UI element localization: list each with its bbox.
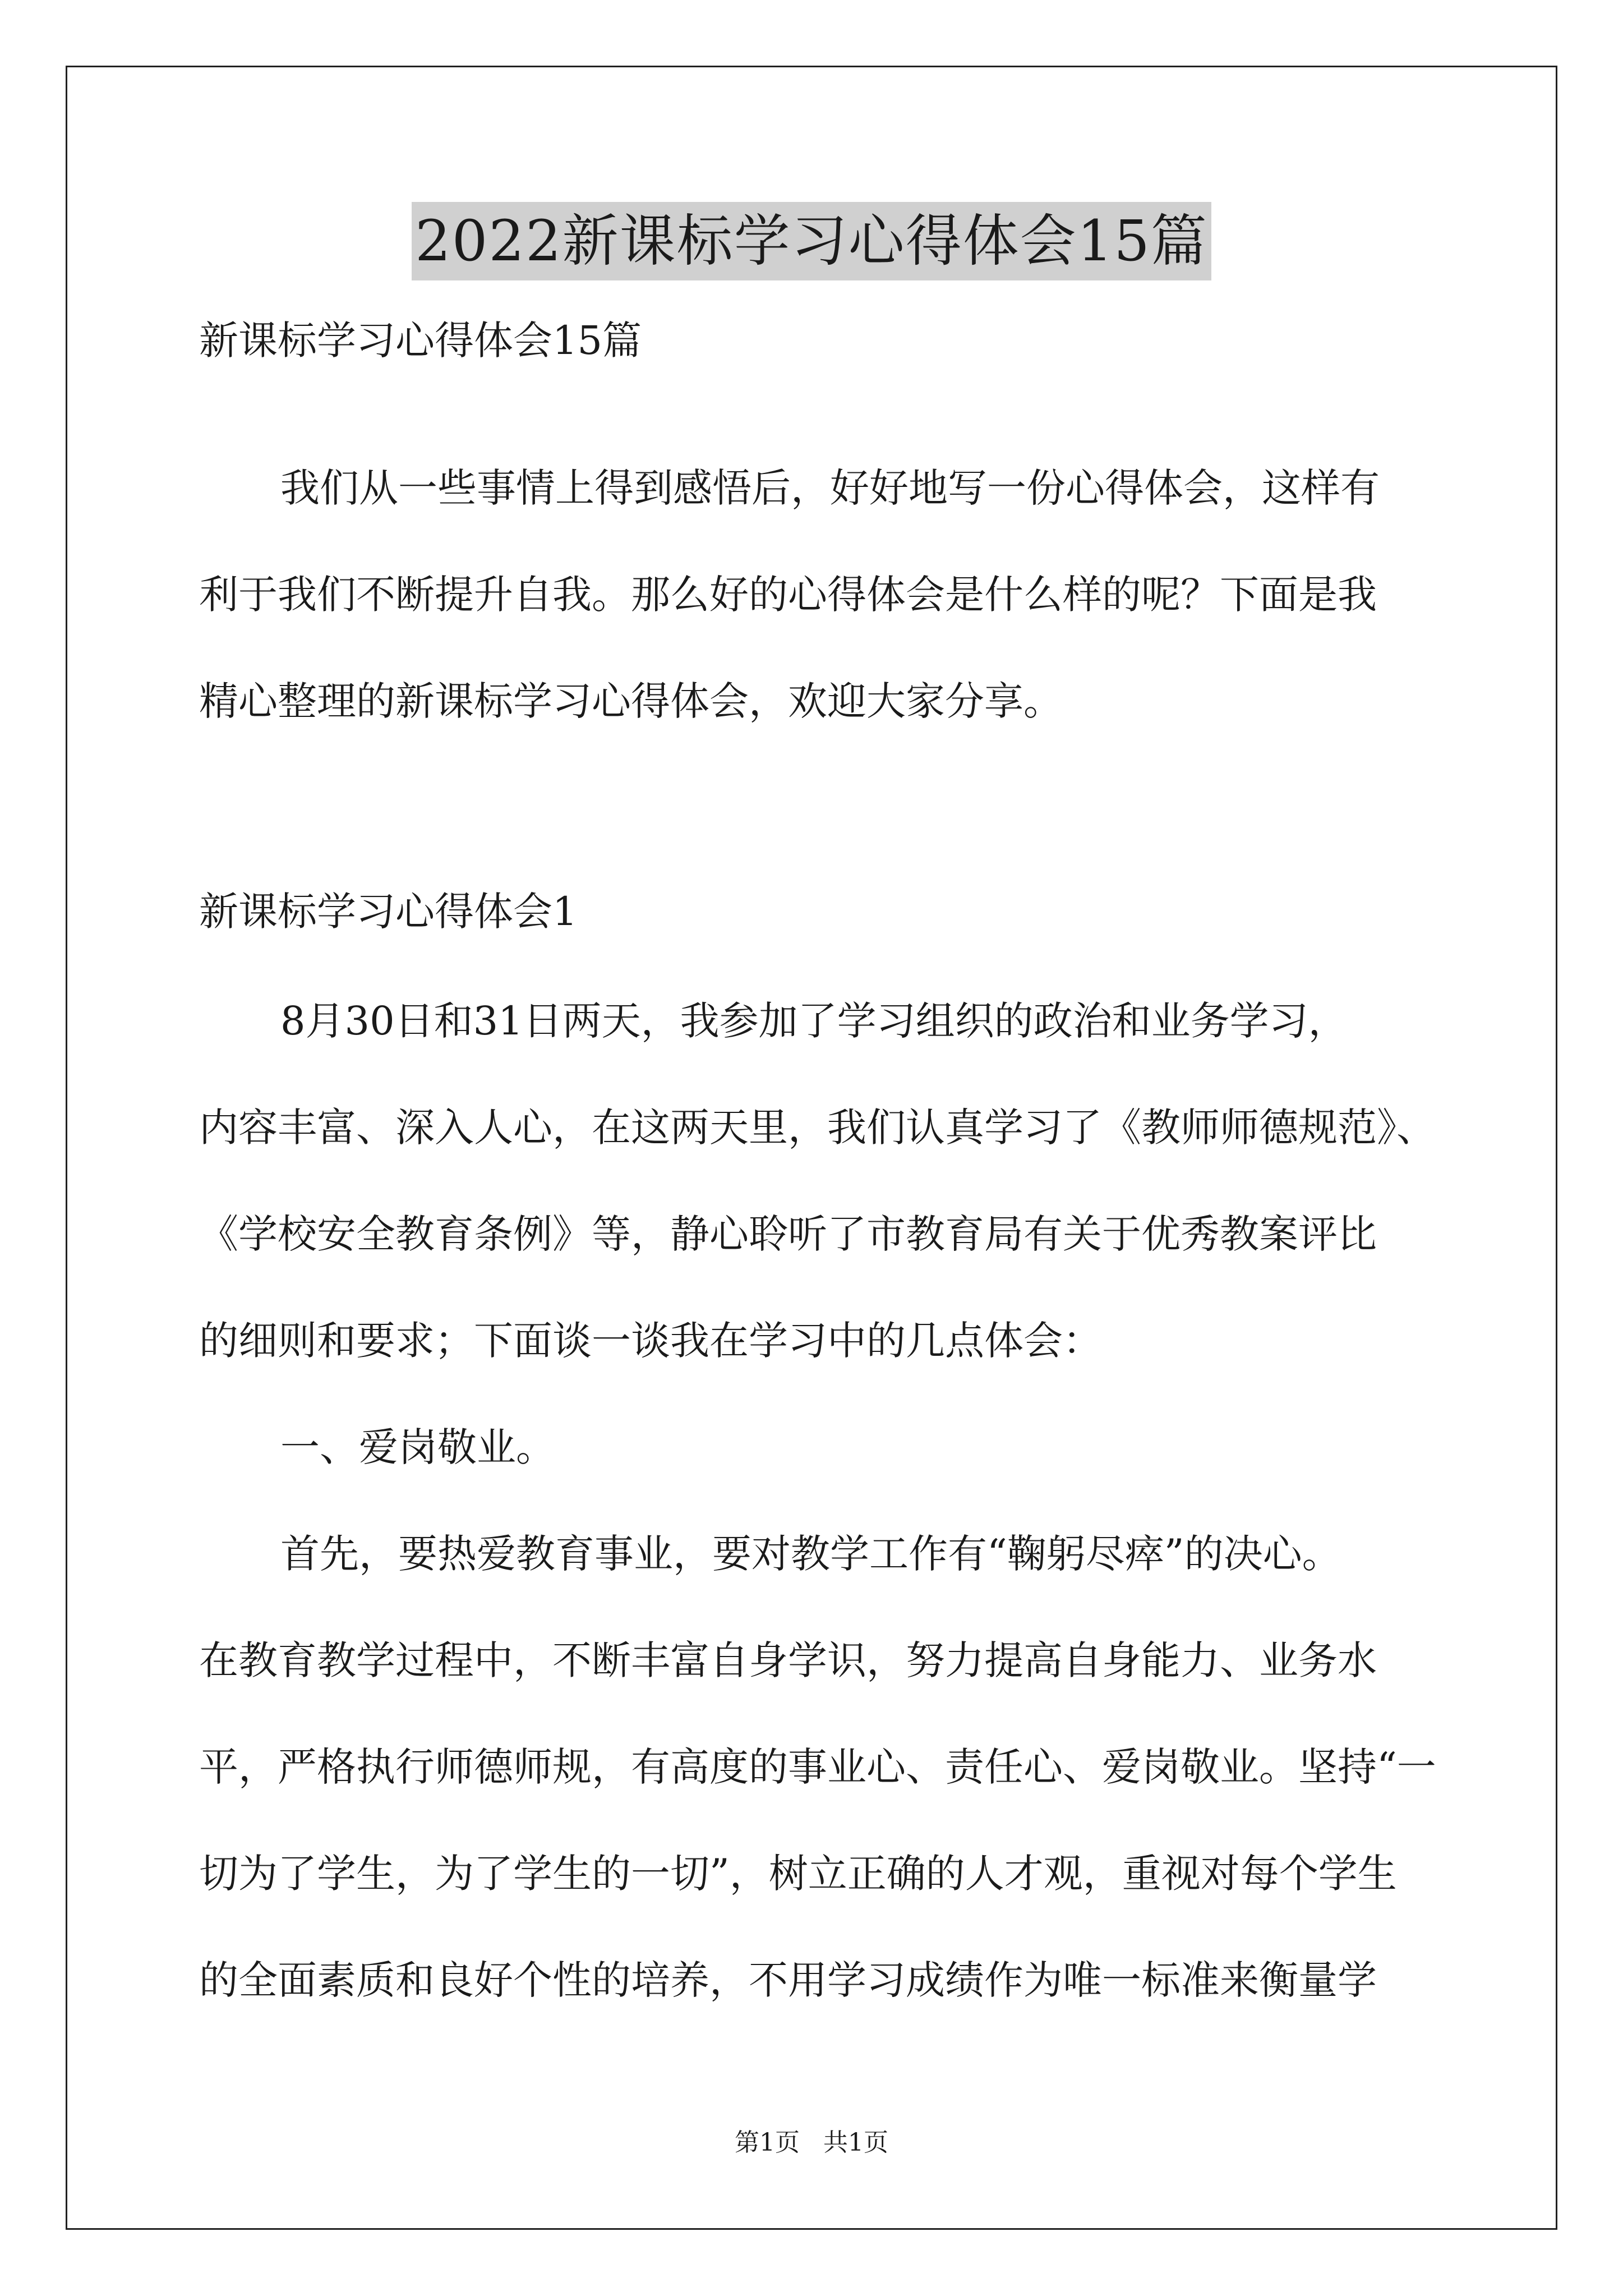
section-line-1: 8月30日和31日两天，我参加了学习组织的政治和业务学习， bbox=[280, 998, 1348, 1044]
document-subtitle: 新课标学习心得体会15篇 bbox=[199, 318, 642, 364]
section-line-9: 切为了学生，为了学生的一切”，树立正确的人才观，重视对每个学生 bbox=[199, 1851, 1397, 1897]
title-container bbox=[0, 202, 1623, 280]
section-line-7: 在教育教学过程中，不断丰富自身学识，努力提高自身能力、业务水 bbox=[199, 1637, 1377, 1683]
section-heading-1: 一、爱岗敬业。 bbox=[280, 1424, 555, 1470]
intro-line-1: 我们从一些事情上得到感悟后，好好地写一份心得体会，这样有 bbox=[280, 465, 1380, 511]
page-current: 第1页 bbox=[735, 2128, 800, 2157]
page-footer bbox=[0, 2126, 1623, 2160]
section-line-3: 《学校安全教育条例》等，静心聆听了市教育局有关于优秀教案评比 bbox=[199, 1211, 1377, 1257]
section-line-4: 的细则和要求；下面谈一谈我在学习中的几点体会： bbox=[199, 1318, 1102, 1364]
page-total: 共1页 bbox=[823, 2128, 888, 2157]
document-title: 2022新课标学习心得体会15篇 bbox=[412, 202, 1211, 280]
section-line-10: 的全面素质和良好个性的培养，不用学习成绩作为唯一标准来衡量学 bbox=[199, 1957, 1377, 2003]
section-line-2: 内容丰富、深入人心，在这两天里，我们认真学习了《教师师德规范》、 bbox=[199, 1105, 1436, 1151]
intro-line-3: 精心整理的新课标学习心得体会，欢迎大家分享。 bbox=[199, 678, 1063, 724]
section-line-8: 平，严格执行师德师规，有高度的事业心、责任心、爱岗敬业。坚持“一 bbox=[199, 1744, 1436, 1790]
intro-line-2: 利于我们不断提升自我。那么好的心得体会是什么样的呢？下面是我 bbox=[199, 572, 1377, 618]
section-line-6: 首先，要热爱教育事业，要对教学工作有“鞠躬尽瘁”的决心。 bbox=[280, 1531, 1341, 1577]
section-title: 新课标学习心得体会1 bbox=[199, 889, 578, 935]
